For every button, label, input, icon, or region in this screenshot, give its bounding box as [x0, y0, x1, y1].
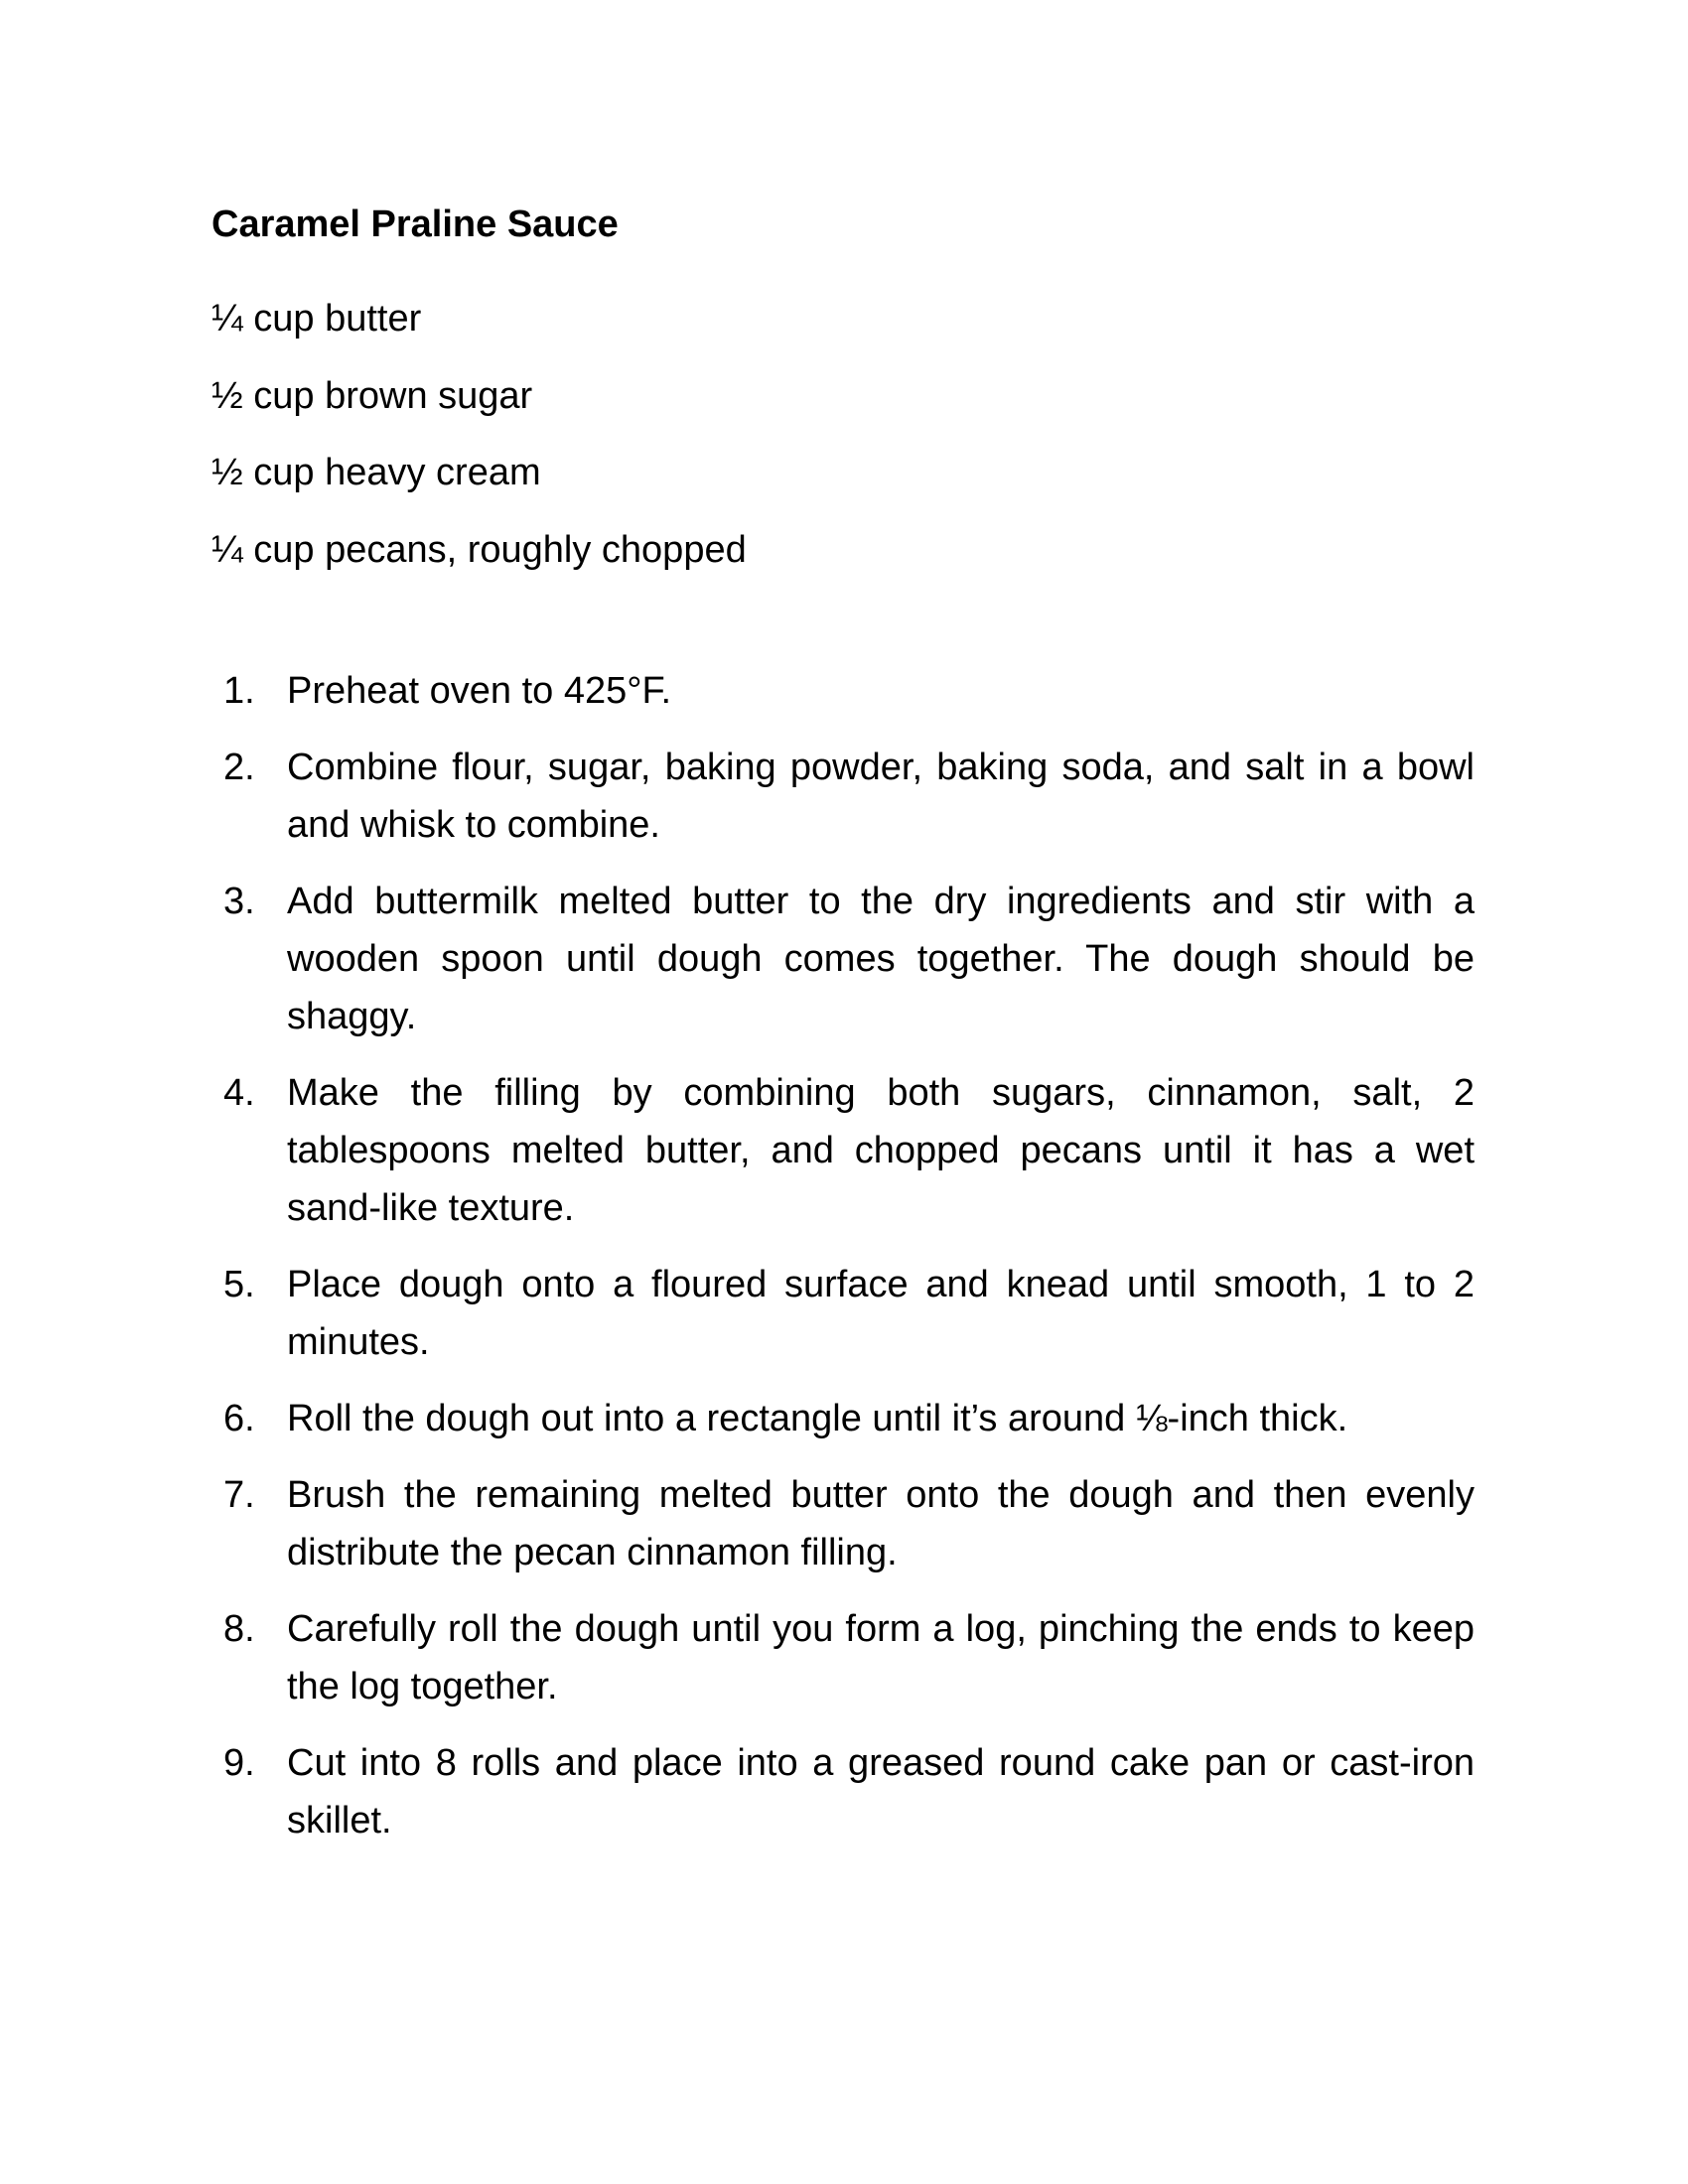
step-number: 6.: [223, 1398, 255, 1439]
instruction-step: [211, 1256, 1475, 1371]
step-number: 7.: [223, 1474, 255, 1516]
step-text: Preheat oven to 425°F.: [287, 670, 672, 712]
instruction-step: [211, 1064, 1475, 1237]
instruction-step: [211, 662, 1475, 720]
step-text: Roll the dough out into a rectangle until it’s around ⅛-inch thick.: [287, 1398, 1348, 1439]
step-number: 5.: [223, 1264, 255, 1305]
instruction-step: [211, 873, 1475, 1045]
instruction-step: [211, 739, 1475, 854]
step-number: 1.: [223, 670, 255, 712]
instruction-list: [211, 662, 1475, 1868]
instruction-step: [211, 1734, 1475, 1849]
step-text: Place dough onto a floured surface and knead until smooth, 1 to 2 minutes.: [287, 1264, 1475, 1363]
step-text: Add buttermilk melted butter to the dry ingredients and stir with a wooden spoon until dough comes together. The dough should be shaggy.: [287, 881, 1475, 1037]
step-number: 2.: [223, 747, 255, 788]
instruction-step: [211, 1390, 1475, 1447]
instruction-step: [211, 1466, 1475, 1581]
step-number: 9.: [223, 1742, 255, 1784]
step-number: 3.: [223, 881, 255, 922]
step-text: Cut into 8 rolls and place into a greased round cake pan or cast-iron skillet.: [287, 1742, 1475, 1842]
step-number: 4.: [223, 1072, 255, 1114]
ingredient-item: ¼ cup butter: [211, 298, 422, 340]
ingredient-item: ½ cup brown sugar: [211, 374, 533, 417]
step-number: 8.: [223, 1608, 255, 1650]
step-text: Combine flour, sugar, baking powder, baking soda, and salt in a bowl and whisk to combine.: [287, 747, 1475, 846]
step-text: Brush the remaining melted butter onto the dough and then evenly distribute the pecan cinnamon filling.: [287, 1474, 1475, 1573]
ingredient-item: ¼ cup pecans, roughly chopped: [211, 528, 747, 571]
ingredient-item: ½ cup heavy cream: [211, 452, 541, 493]
recipe-title: Caramel Praline Sauce: [211, 204, 619, 245]
step-text: Make the filling by combining both sugars, cinnamon, salt, 2 tablespoons melted butter, and chopped pecans until it has a wet sand-like texture.: [287, 1072, 1475, 1229]
ingredient-list: [211, 295, 747, 603]
step-text: Carefully roll the dough until you form a log, pinching the ends to keep the log together.: [287, 1608, 1475, 1707]
instruction-step: [211, 1600, 1475, 1715]
